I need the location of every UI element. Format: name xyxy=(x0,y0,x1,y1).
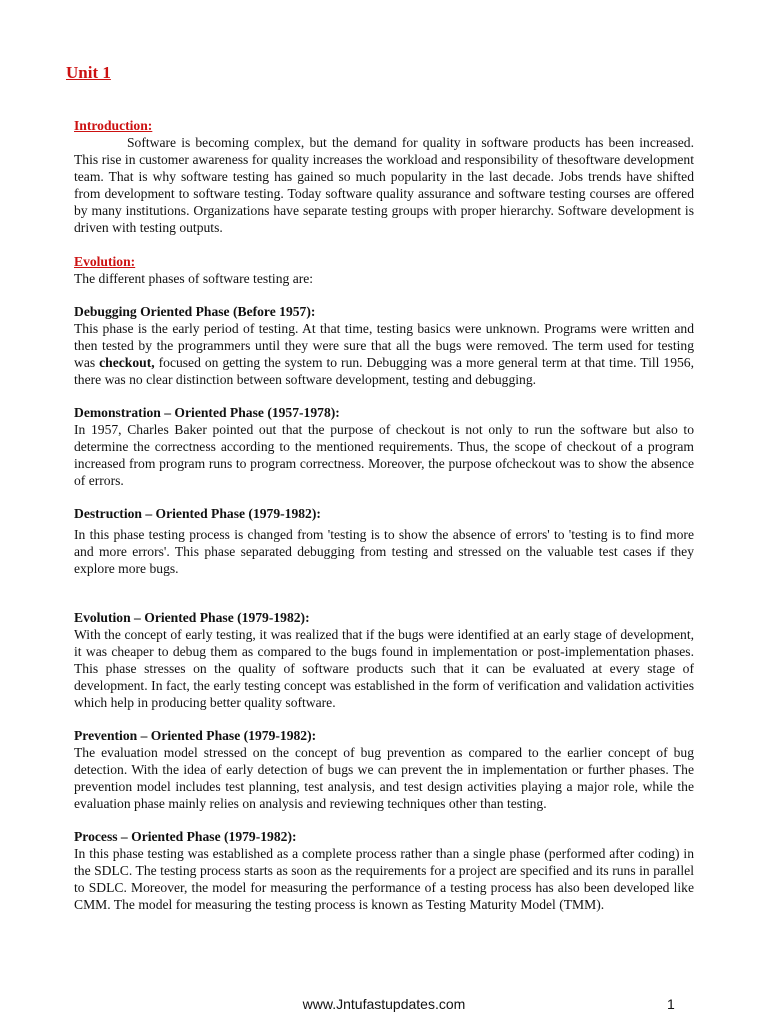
unit-title: Unit 1 xyxy=(66,63,111,82)
phase-heading-debugging: Debugging Oriented Phase (Before 1957): xyxy=(74,304,316,319)
phase-heading-process: Process – Oriented Phase (1979-1982): xyxy=(74,829,297,844)
phase-body-debugging: This phase is the early period of testing. At that time, testing basics were unknown. Programs were written and then tested by the programmers until they were sure that all the bugs were removed. The term used for testing was checkout, focused on getting the system to run. Debugging was a more general term at that time. Till 1956, there was no clear distinction between software development, testing and debugging. xyxy=(74,321,694,387)
phase-heading-prevention: Prevention – Oriented Phase (1979-1982): xyxy=(74,728,317,743)
phase-body-destruction: In this phase testing process is changed from 'testing is to show the absence of errors' to 'testing is to find more and more errors'. This phase separated debugging from testing and stressed on the valuable test cases if they explore more bugs. xyxy=(74,527,694,576)
phase-body-evolution: With the concept of early testing, it was realized that if the bugs were identified at an early stage of development, it was cheaper to debug them as compared to the bugs found in implementation or post-implementation phases. This phase stresses on the quality of software products such that it can be evaluated at every stage of development. In fact, the early testing concept was established in the form of verification and validation activities which help in producing better quality software. xyxy=(74,627,694,710)
introduction-body: Software is becoming complex, but the demand for quality in software products has been increased. This rise in customer awareness for quality increases the workload and responsibility of thesoftware development team. That is why software testing has gained so much popularity in the last decade. Jobs trends have shifted from development to software testing. Today software quality assurance and software testing courses are offered by many institutions. Organizations have separate testing groups with proper hierarchy. Software development is driven with testing outputs. xyxy=(74,135,694,235)
document-content xyxy=(74,117,694,913)
checkout-term: checkout, xyxy=(99,355,155,370)
phase-body-demonstration: In 1957, Charles Baker pointed out that the purpose of checkout is not only to run the software but also to determine the correctness according to the mentioned requirements. Thus, the scope of checkout of a program increased from program runs to program correctness. Moreover, the purpose ofcheckout was to show the absence of errors. xyxy=(74,422,694,488)
evolution-heading: Evolution: xyxy=(74,254,136,269)
phase-body-process: In this phase testing was established as a complete process rather than a single phase (performed after coding) in the SDLC. The testing process starts as soon as the requirements for a project are specified and its runs in parallel to SDLC. Moreover, the model for measuring the performance of a testing process has also been developed like CMM. The model for measuring the testing process is known as Testing Maturity Model (TMM). xyxy=(74,846,694,912)
evolution-intro: The different phases of software testing are: xyxy=(74,271,314,286)
phase-heading-destruction: Destruction – Oriented Phase (1979-1982): xyxy=(74,506,321,521)
introduction-heading: Introduction: xyxy=(74,118,153,133)
footer-url: www.Jntufastupdates.com xyxy=(302,996,466,1012)
phase-heading-evolution: Evolution – Oriented Phase (1979-1982): xyxy=(74,610,310,625)
phase-heading-demonstration: Demonstration – Oriented Phase (1957-1978): xyxy=(74,405,340,420)
footer-page-number: 1 xyxy=(667,996,675,1012)
phase-body-prevention: The evaluation model stressed on the concept of bug prevention as compared to the earlier concept of bug detection. With the idea of early detection of bugs we can prevent the in implementation or further phases. The prevention model includes test planning, test analysis, and test design activities playing a major role, while the evaluation phase mainly relies on analysis and reviewing techniques other than testing. xyxy=(74,745,694,811)
